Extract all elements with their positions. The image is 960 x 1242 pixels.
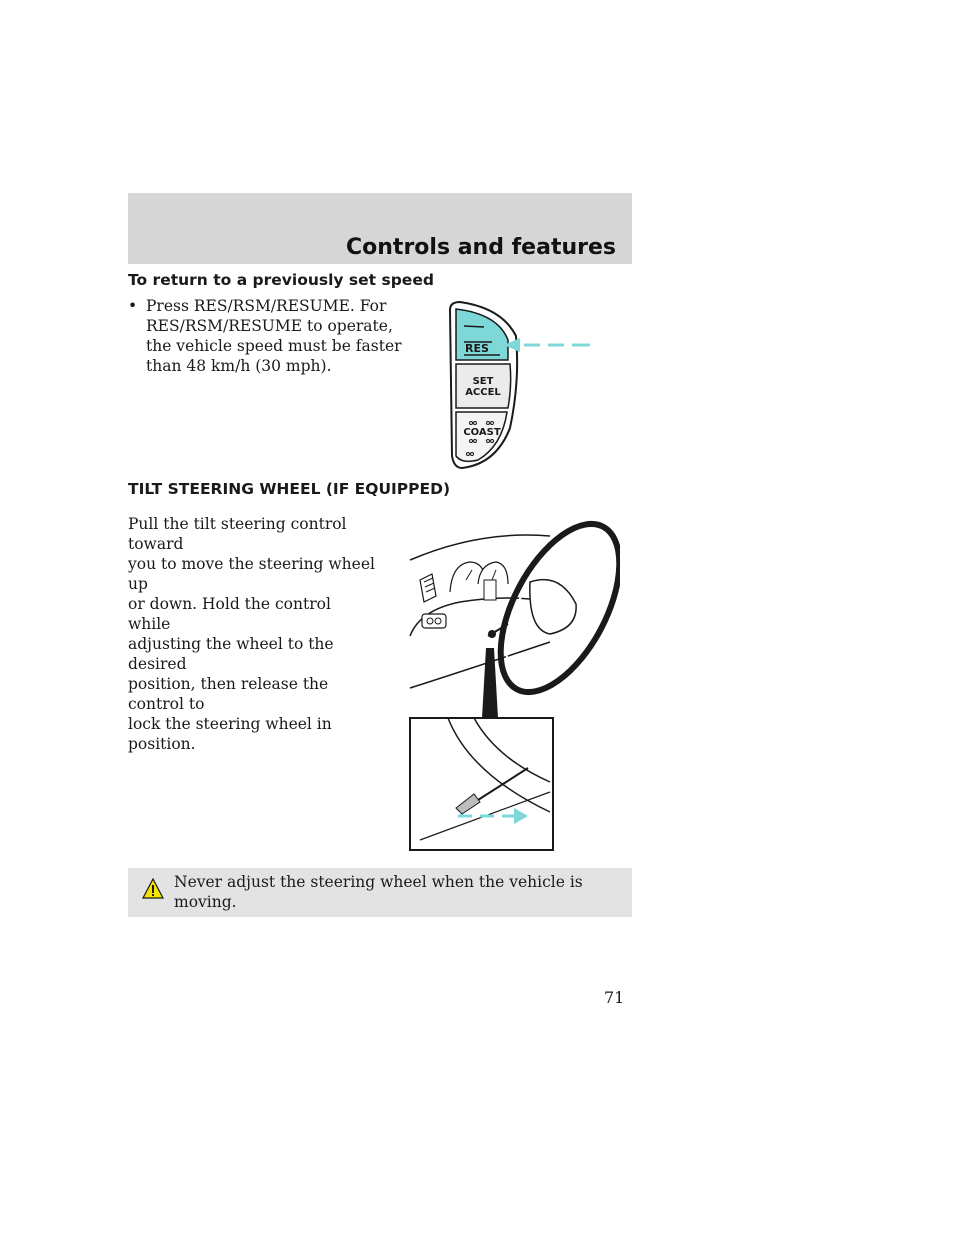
dash-bottom-line xyxy=(410,642,550,688)
bullet-line: the vehicle speed must be faster xyxy=(146,337,402,355)
heading-return-speed: To return to a previously set speed xyxy=(128,271,434,289)
tilt-steering-illustration xyxy=(400,512,620,854)
warning-triangle-icon xyxy=(142,878,164,900)
tilt-line: position, then release the control to xyxy=(128,675,329,713)
coast-label: COAST xyxy=(463,427,501,438)
tilt-instructions xyxy=(128,514,378,754)
bullet-line: RES/RSM/RESUME to operate, xyxy=(146,317,393,335)
bullet-line: Press RES/RSM/RESUME. For xyxy=(146,297,387,315)
tilt-line: lock the steering wheel in position. xyxy=(128,715,332,753)
bullet-line: than 48 km/h (30 mph). xyxy=(146,357,332,375)
wheel-hub-icon xyxy=(530,580,576,634)
warning-text: Never adjust the steering wheel when the vehicle is moving. xyxy=(174,873,583,911)
warning-box xyxy=(128,868,632,917)
tilt-line: Pull the tilt steering control toward xyxy=(128,515,347,553)
tilt-line: or down. Hold the control while xyxy=(128,595,331,633)
tilt-line: you to move the steering wheel up xyxy=(128,555,375,593)
switch-icon xyxy=(422,614,446,628)
res-line xyxy=(464,326,484,327)
bullet-marker: • xyxy=(128,297,138,315)
tilt-lever-knob xyxy=(488,630,496,638)
section-title: Controls and features xyxy=(346,235,616,260)
set-label: SET xyxy=(472,376,494,387)
stalk-icon xyxy=(484,580,496,600)
cruise-control-illustration xyxy=(440,296,600,474)
bullet-item xyxy=(128,296,418,376)
res-label: RES xyxy=(465,342,489,355)
accel-label: ACCEL xyxy=(465,387,501,398)
dash-top-line xyxy=(410,535,550,560)
callout-pointer xyxy=(482,648,498,718)
page-number: 71 xyxy=(604,988,625,1007)
header-band xyxy=(128,193,632,264)
vent-icon xyxy=(420,574,436,602)
heading-tilt-wheel: TILT STEERING WHEEL (IF EQUIPPED) xyxy=(128,480,451,498)
detail-inset xyxy=(410,718,553,850)
tilt-line: adjusting the wheel to the desired xyxy=(128,635,334,673)
